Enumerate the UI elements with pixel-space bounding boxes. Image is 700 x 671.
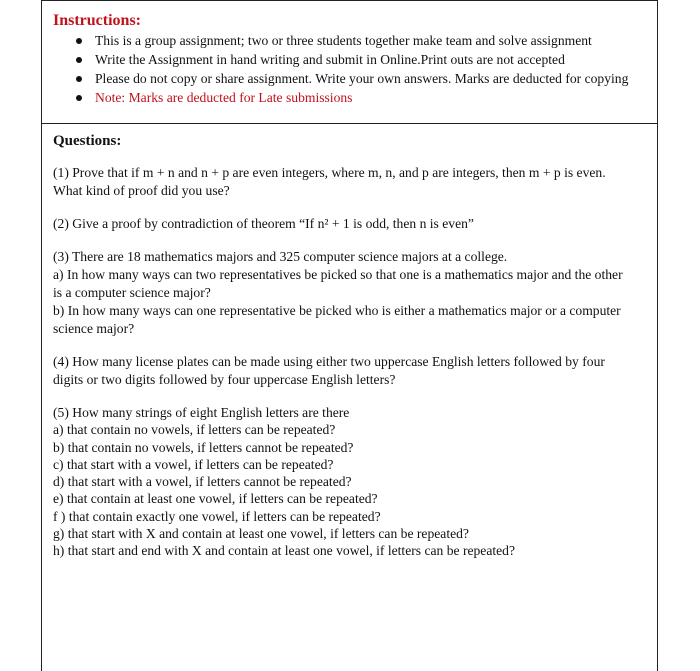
question-line: digits or two digits followed by four uppercase English letters? (53, 372, 396, 387)
question-4 (53, 353, 648, 389)
question-line: (2) Give a proof by contradiction of theorem “If n² + 1 is odd, then n is even” (53, 216, 474, 231)
question-line: What kind of proof did you use? (53, 183, 230, 198)
question-line: (3) There are 18 mathematics majors and 325 computer science majors at a college. (53, 249, 508, 264)
question-line: science major? (53, 321, 135, 336)
question-line: h) that start and end with X and contain at least one vowel, if letters can be repeated? (53, 543, 516, 559)
question-2 (53, 215, 648, 233)
question-line: c) that start with a vowel, if letters can be repeated? (53, 456, 334, 472)
question-1 (53, 164, 648, 200)
instructions-list (53, 31, 653, 107)
instruction-item: Write the Assignment in hand writing and submit in Online.Print outs are not accepted (53, 50, 653, 69)
top-border (41, 0, 658, 1)
question-line: b) that contain no vowels, if letters cannot be repeated? (53, 439, 354, 455)
question-line: (5) How many strings of eight English letters are there (53, 405, 350, 420)
question-line: e) that contain at least one vowel, if letters can be repeated? (53, 491, 378, 507)
question-line: f ) that contain exactly one vowel, if letters can be repeated? (53, 508, 381, 524)
question-line: a) In how many ways can two representatives be picked so that one is a mathematics major and the other (53, 267, 623, 282)
question-line: g) that start with X and contain at least one vowel, if letters can be repeated? (53, 526, 469, 542)
question-5 (53, 404, 648, 560)
question-3 (53, 248, 648, 338)
question-line: b) In how many ways can one representative be picked who is either a mathematics major or a computer (53, 303, 621, 318)
section-divider (41, 123, 658, 124)
instructions-title: Instructions: (53, 12, 142, 29)
instruction-item-note: Note: Marks are deducted for Late submissions (53, 88, 653, 107)
question-line: (4) How many license plates can be made using either two uppercase English letters followed by four (53, 354, 605, 369)
question-line: (1) Prove that if m + n and n + p are even integers, where m, n, and p are integers, then m + p is even. (53, 165, 606, 180)
questions-title: Questions: (53, 133, 122, 149)
instruction-item: Please do not copy or share assignment. Write your own answers. Marks are deducted for copying (53, 69, 653, 88)
question-line: a) that contain no vowels, if letters can be repeated? (53, 422, 336, 438)
instructions-section (53, 11, 653, 107)
instruction-item: This is a group assignment; two or three students together make team and solve assignment (53, 31, 653, 50)
question-line: is a computer science major? (53, 285, 211, 300)
question-line: d) that start with a vowel, if letters cannot be repeated? (53, 474, 352, 490)
questions-section (53, 131, 648, 575)
